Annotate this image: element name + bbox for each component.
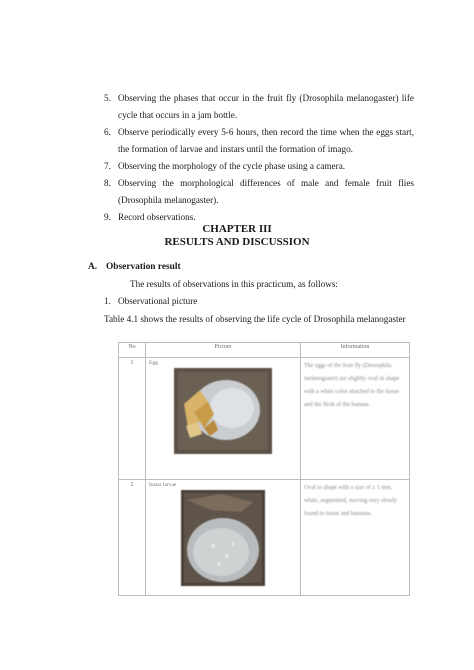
info-cell: Oval in shape with a size of ± 1 mm, white, segmented, moving very slowly found in tissue and bananas. — [301, 480, 410, 596]
header-picture: Picture — [146, 343, 301, 358]
procedure-step — [104, 158, 414, 175]
table-row — [119, 358, 410, 480]
step-number: 8. — [104, 178, 111, 188]
procedure-step — [104, 175, 414, 209]
procedure-step — [104, 90, 414, 124]
row-number: 1 — [119, 358, 146, 480]
picture-label: Instar larvae — [149, 482, 177, 488]
intro-paragraph: The results of observations in this practicum, as follows: — [130, 279, 338, 289]
step-text: Observing the morphological differences of male and female fruit flies (Drosophila melanogaster). — [118, 178, 414, 205]
subsection-title: Observational picture — [118, 296, 198, 306]
header-no: No — [119, 343, 146, 358]
header-information: Information — [301, 343, 410, 358]
chapter-title: RESULTS AND DISCUSSION — [164, 236, 310, 248]
procedure-steps-list — [104, 90, 414, 226]
step-number: 7. — [104, 161, 111, 171]
table-caption: Table 4.1 shows the results of observing the life cycle of Drosophila melanogaster — [104, 314, 406, 324]
row-number: 2 — [119, 480, 146, 596]
picture-cell — [146, 358, 301, 480]
step-text: Observe periodically every 5-6 hours, then record the time when the eggs start, the formation of larvae and instars until the formation of imago. — [118, 127, 414, 154]
info-cell: The eggs of the fruit fly (Drosophila melanogaster) are slightly oval in shape with a white color attached to the tissue and the flesh of the banana. — [301, 358, 410, 480]
observation-table — [118, 342, 410, 596]
egg-photo — [174, 368, 272, 454]
chapter-number: CHAPTER III — [202, 223, 272, 235]
table-header-row — [119, 343, 410, 358]
section-letter: A. — [88, 262, 98, 272]
step-number: 5. — [104, 93, 111, 103]
step-number: 6. — [104, 127, 111, 137]
subsection-number: 1. — [104, 296, 111, 306]
step-number: 9. — [104, 212, 111, 222]
procedure-step — [104, 124, 414, 158]
picture-cell — [146, 480, 301, 596]
table-row — [119, 480, 410, 596]
step-text: Observing the morphology of the cycle phase using a camera. — [118, 161, 346, 171]
section-heading — [88, 262, 181, 272]
section-title: Observation result — [106, 262, 181, 272]
picture-label: Egg — [149, 360, 158, 366]
step-text: Record observations. — [118, 212, 196, 222]
larvae-photo — [181, 490, 265, 586]
step-text: Observing the phases that occur in the fruit fly (Drosophila melanogaster) life cycle that occurs in a jam bottle. — [118, 93, 414, 120]
subsection-heading — [104, 296, 197, 306]
